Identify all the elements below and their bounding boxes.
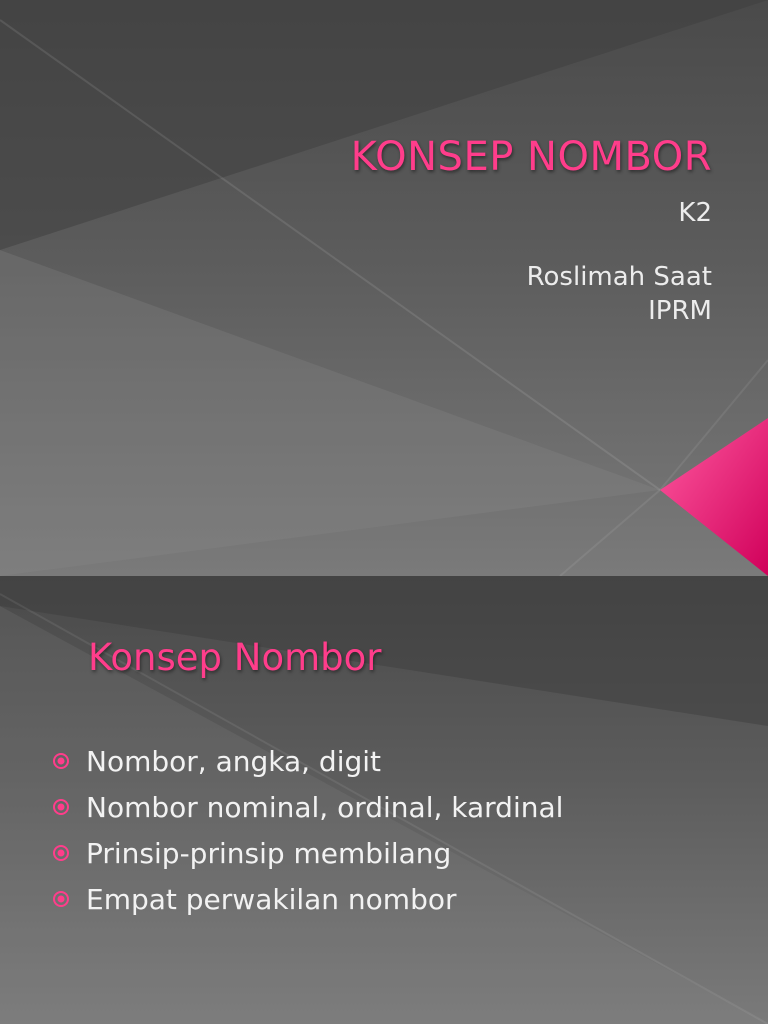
subtitle-code: K2	[678, 198, 712, 228]
content-slide	[0, 576, 768, 1024]
circle-bullet-icon	[52, 798, 70, 816]
author-name: Roslimah Saat	[526, 262, 712, 292]
bullet-text: Prinsip-prinsip membilang	[86, 836, 452, 870]
bullet-text: Nombor, angka, digit	[86, 744, 382, 778]
circle-bullet-icon	[52, 752, 70, 770]
bullet-list	[52, 738, 563, 922]
presentation-title: KONSEP NOMBOR	[350, 134, 712, 180]
slide-title: Konsep Nombor	[88, 636, 382, 679]
list-item	[52, 830, 563, 876]
pink-accent-triangle	[660, 418, 768, 576]
circle-bullet-icon	[52, 844, 70, 862]
list-item	[52, 876, 563, 922]
circle-bullet-icon	[52, 890, 70, 908]
presentation-subtitle	[527, 196, 712, 328]
diagonal-line	[560, 490, 660, 576]
bullet-text: Nombor nominal, ordinal, kardinal	[86, 790, 564, 824]
bullet-text: Empat perwakilan nombor	[86, 882, 457, 916]
list-item	[52, 784, 563, 830]
list-item	[52, 738, 563, 784]
institution-name: IPRM	[648, 296, 712, 326]
